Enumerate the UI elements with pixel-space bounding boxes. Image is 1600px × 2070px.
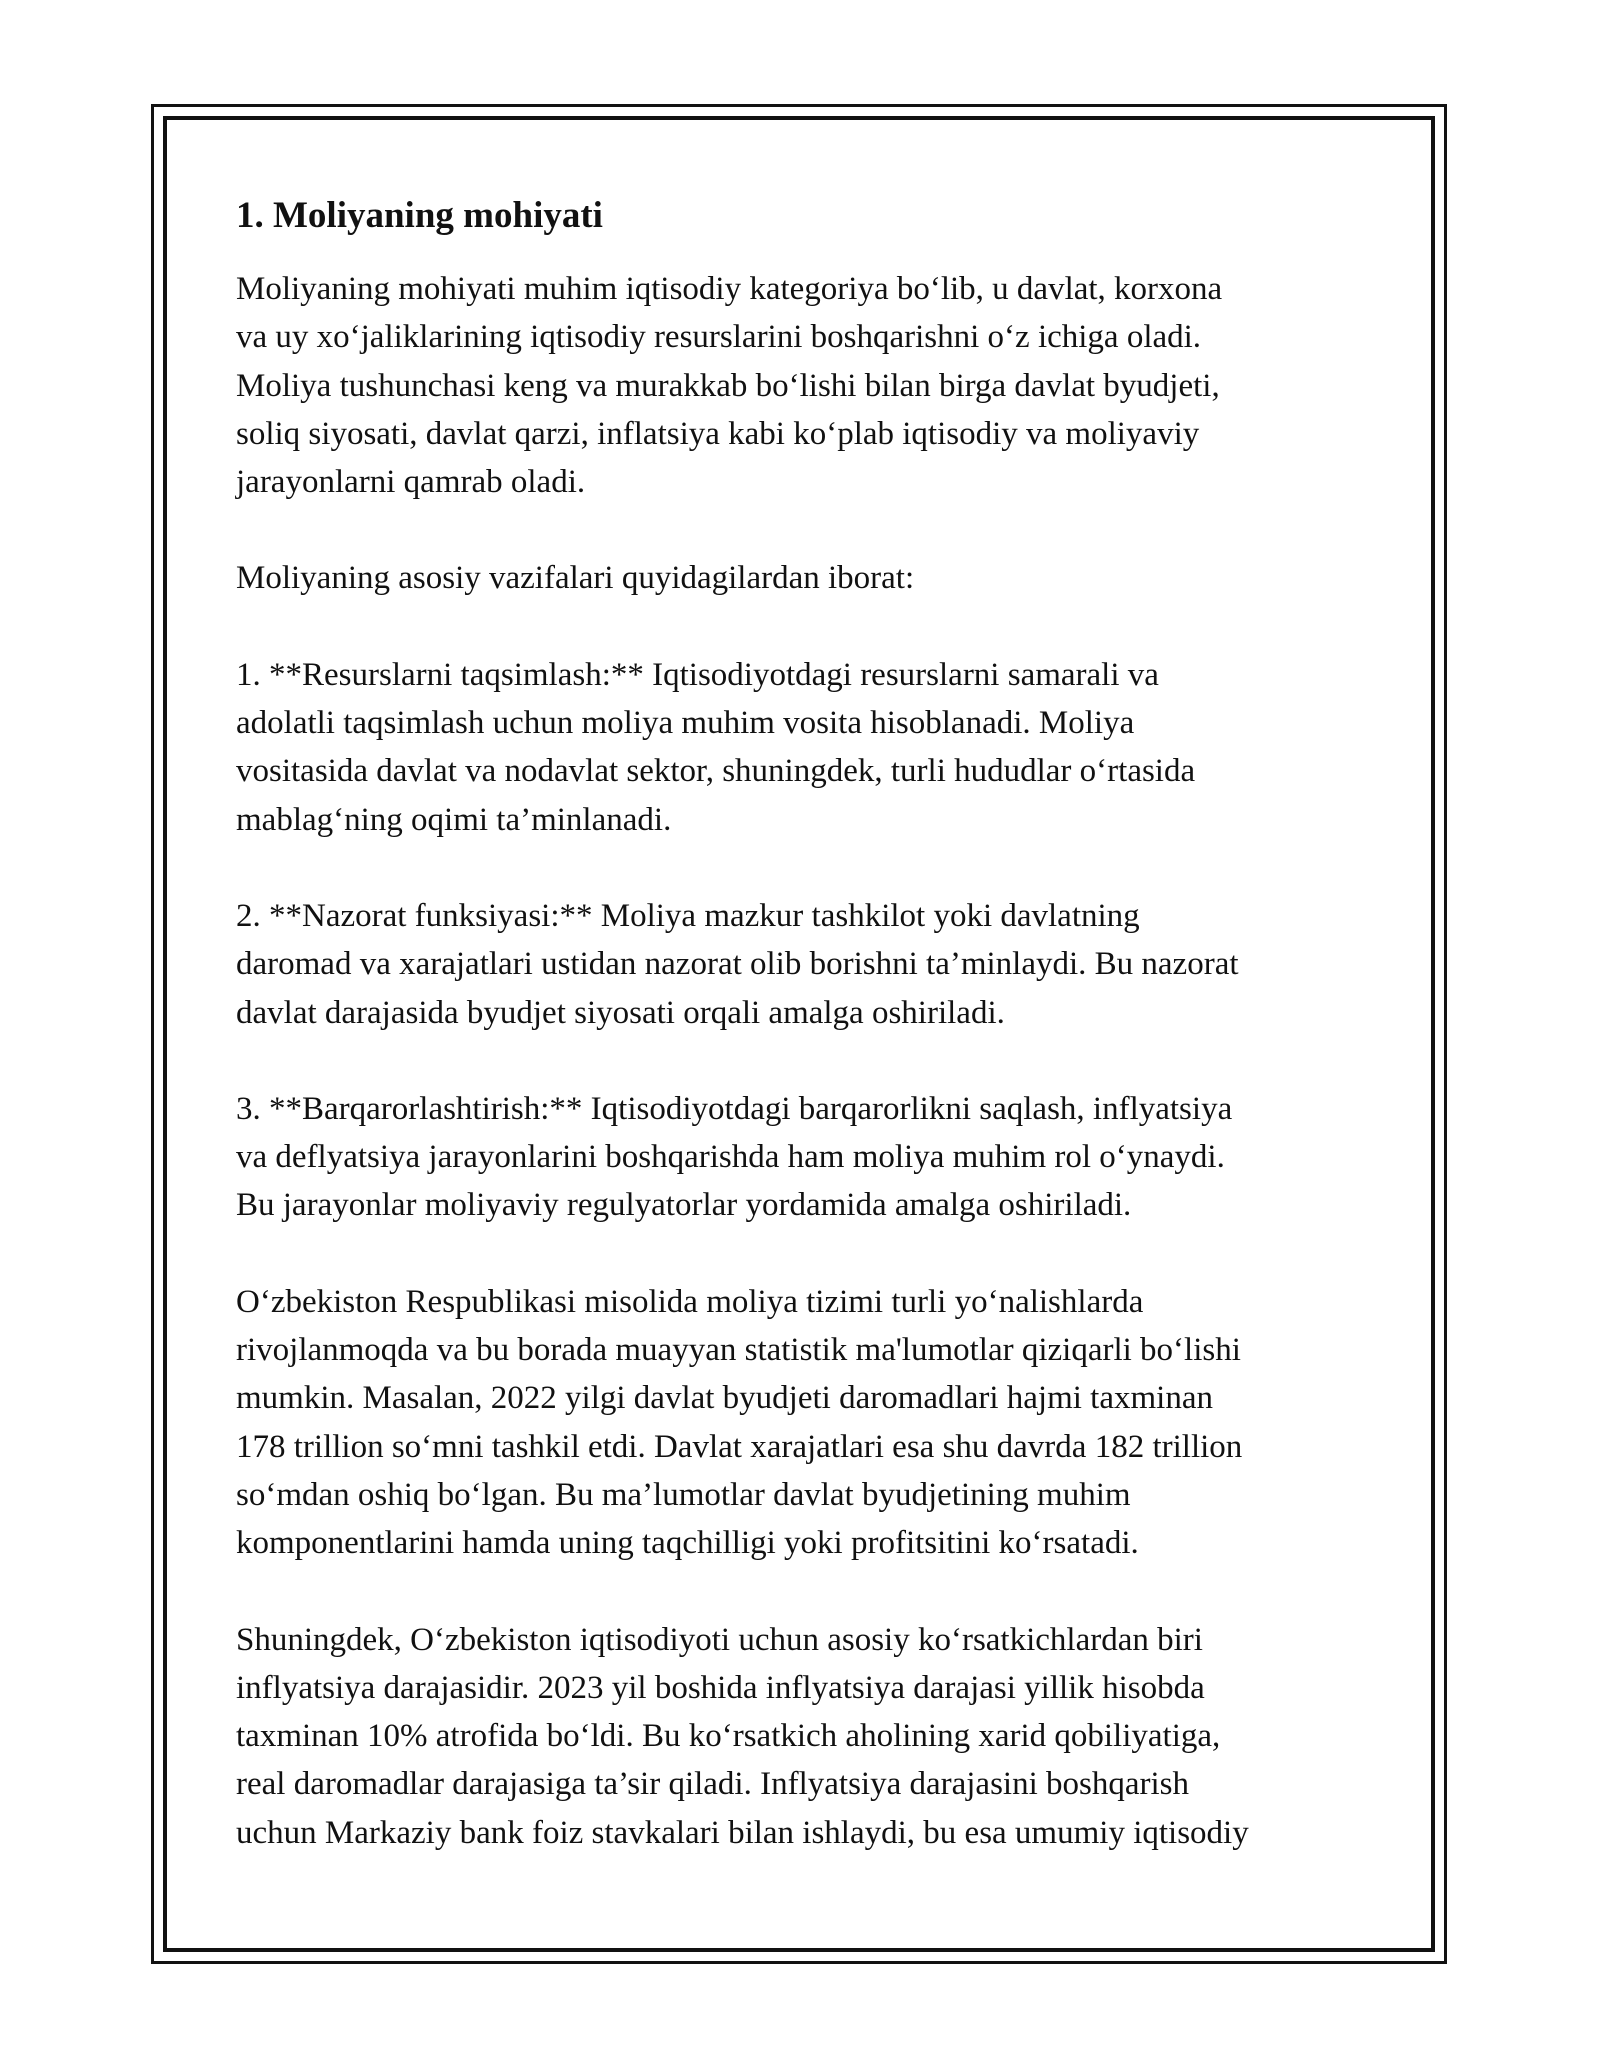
section-heading: 1. Moliyaning mohiyati (236, 195, 603, 236)
paragraph-functions-intro: Moliyaning asosiy vazifalari quyidagilardan iborat: (236, 560, 915, 597)
list-item-resource-allocation: 1. **Resurslarni taqsimlash:** Iqtisodiyotdagi resurslarni samarali va adolatli taqsimlash uchun moliya muhim vosita hisoblanadi. Moliya vositasida davlat va nodavlat sektor, shuningdek, turli hududlar o‘rtasida mablag‘ning oqimi ta’minlanadi. (236, 656, 1196, 838)
paragraph-inflation: Shuningdek, O‘zbekiston iqtisodiyoti uchun asosiy ko‘rsatkichlardan biri inflyatsiya darajasidir. 2023 yil boshida inflyatsiya darajasi yillik hisobda taxminan 10% atrofida bo‘ldi. Bu ko‘rsatkich aholining xarid qobiliyatiga, real daromadlar darajasiga ta’sir qiladi. Inflyatsiya darajasini boshqarish uchun Markaziy bank foiz stavkalari bilan ishlaydi, bu esa umumiy iqtisodiy (236, 1621, 1249, 1851)
document-body (236, 188, 1376, 1905)
list-item-control-function: 2. **Nazorat funksiyasi:** Moliya mazkur tashkilot yoki davlatning daromad va xarajatlari ustidan nazorat olib borishni ta’minlaydi. Bu nazorat davlat darajasida byudjet siyosati orqali amalga oshiriladi. (236, 897, 1239, 1031)
list-item-stabilization: 3. **Barqarorlashtirish:** Iqtisodiyotdagi barqarorlikni saqlash, inflyatsiya va deflyatsiya jarayonlarini boshqarishda ham moliya muhim rol o‘ynaydi. Bu jarayonlar moliyaviy regulyatorlar yordamida amalga oshiriladi. (236, 1090, 1233, 1224)
paragraph-intro: Moliyaning mohiyati muhim iqtisodiy kategoriya bo‘lib, u davlat, korxona va uy xo‘jaliklarining iqtisodiy resurslarini boshqarishni o‘z ichiga oladi. Moliya tushunchasi keng va murakkab bo‘lishi bilan birga davlat byudjeti, soliq siyosati, davlat qarzi, inflatsiya kabi ko‘plab iqtisodiy va moliyaviy jarayonlarni qamrab oladi. (236, 271, 1223, 501)
paragraph-budget-statistics: O‘zbekiston Respublikasi misolida moliya tizimi turli yo‘nalishlarda rivojlanmoqda va bu borada muayyan statistik ma'lumotlar qiziqarli bo‘lishi mumkin. Masalan, 2022 yilgi davlat byudjeti daromadlari hajmi taxminan 178 trillion so‘mni tashkil etdi. Davlat xarajatlari esa shu davrda 182 trillion so‘mdan oshiq bo‘lgan. Bu ma’lumotlar davlat byudjetining muhim komponentlarini hamda uning taqchilligi yoki profitsitini ko‘rsatadi. (236, 1283, 1243, 1562)
